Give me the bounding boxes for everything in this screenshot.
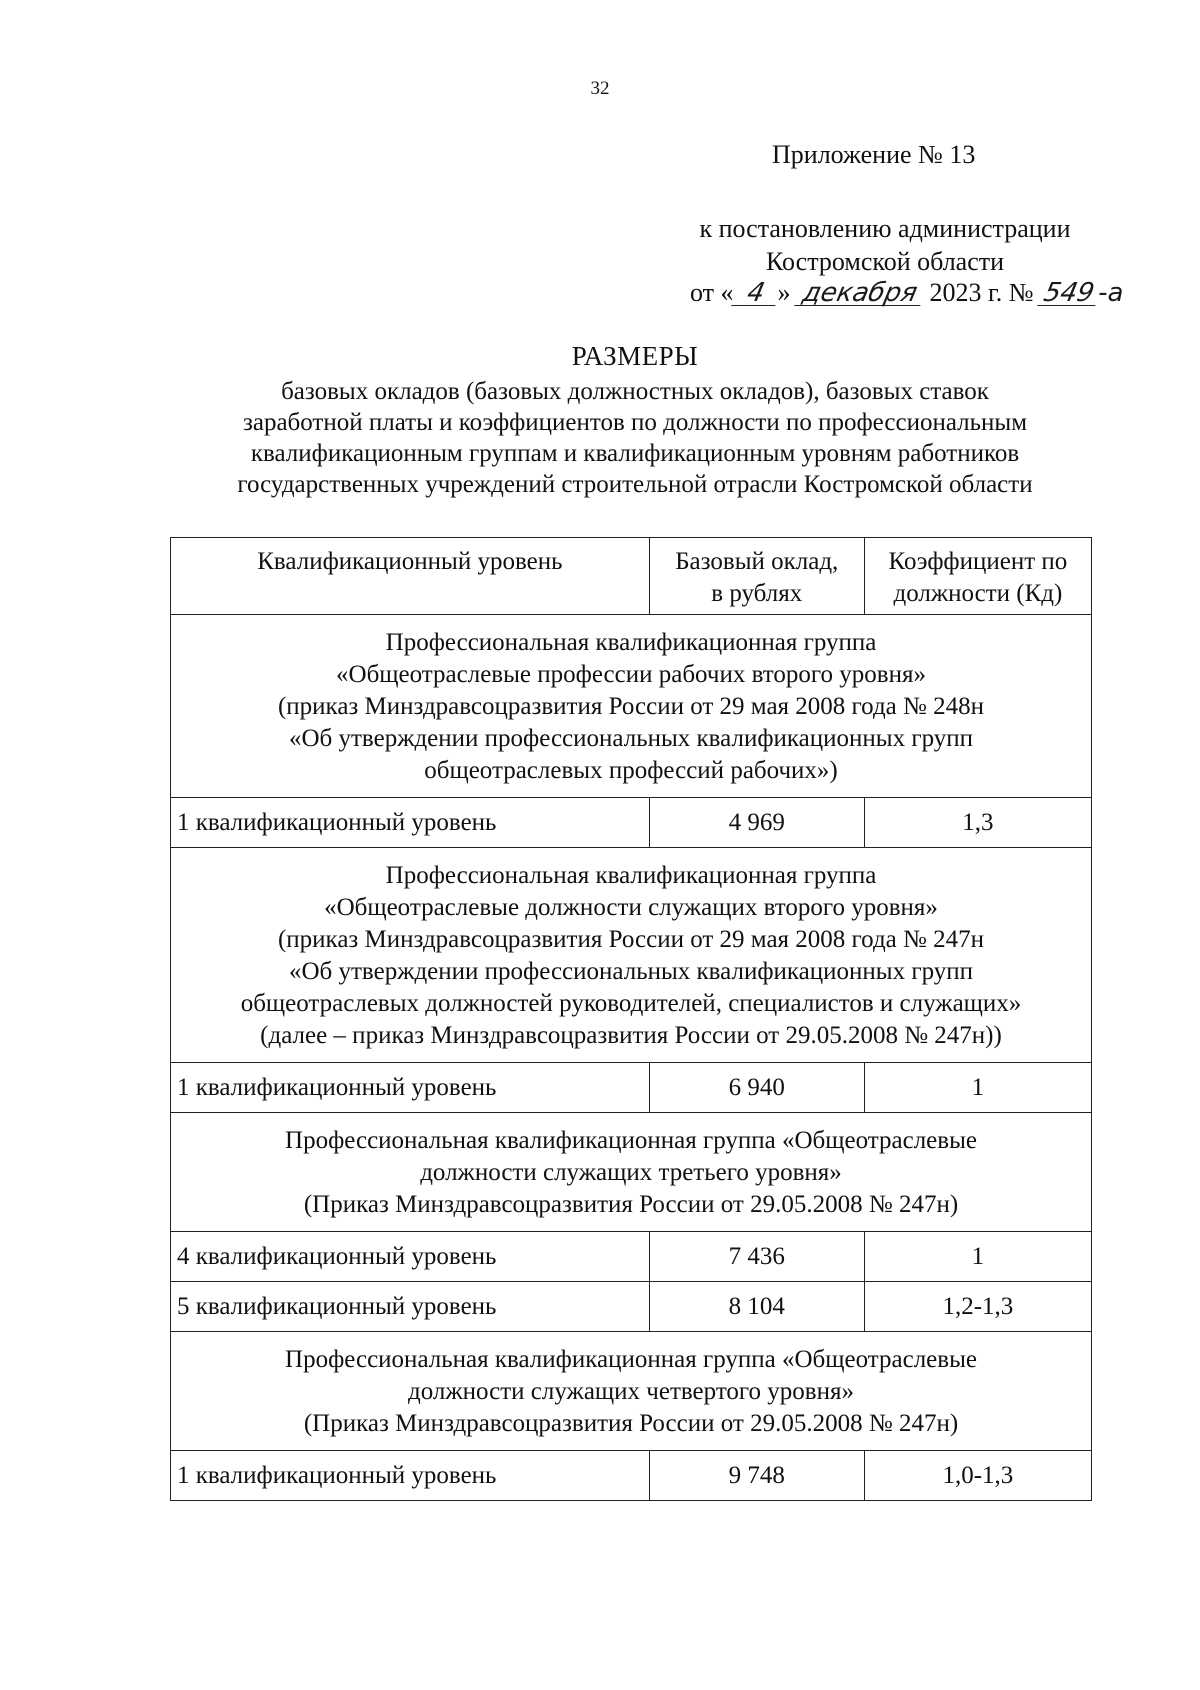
group-line: должности служащих четвертого уровня» [408,1378,854,1405]
group-line: (приказ Минздравсоцразвития России от 29 мая 2008 года № 248н [277,693,985,720]
base-salary-value: 8 104 [649,1282,864,1332]
group-line: должности служащих третьего уровня» [420,1159,842,1186]
header-base-salary [649,538,864,615]
appendix-title: Приложение № 13 [772,140,976,169]
table-row [171,1063,1092,1113]
group-header-row [171,1113,1092,1232]
subtitle-line: базовых окладов (базовых должностных окладов), базовых ставок [281,378,989,405]
level-name: 1 квалификационный уровень [171,1063,650,1113]
group-line: «Об утверждении профессиональных квалификационных групп [288,958,974,985]
base-salary-value: 6 940 [649,1063,864,1113]
group-line: общеотраслевых профессий рабочих») [424,757,838,784]
group-line: (Приказ Минздравсоцразвития России от 29.05.2008 № 247н) [303,1410,959,1437]
appendix-line-2: Костромской области [765,247,1005,276]
group-header-row [171,615,1092,798]
group-line: общеотраслевых должностей руководителей, специалистов и служащих» [240,990,1022,1017]
coefficient-value: 1,2-1,3 [864,1282,1091,1332]
coefficient-value: 1,3 [864,798,1091,848]
page-number: 32 [590,78,610,99]
level-name: 4 квалификационный уровень [171,1232,650,1282]
appendix-line-1: к постановлению администрации [699,214,1071,243]
header-coefficient-line: Коэффициент по [888,548,1068,575]
table-row [171,1232,1092,1282]
subtitle-line: квалификационным группам и квалификационным уровням работников [250,440,1020,467]
date-mid: » [777,278,791,307]
coefficient-value: 1 [864,1232,1091,1282]
salary-table [170,537,1092,1501]
appendix-reference [680,212,1090,278]
handwritten-number: 549 [1037,278,1101,308]
handwritten-month: декабря [794,278,926,308]
decree-date-line [690,278,1123,308]
base-salary-value: 9 748 [649,1451,864,1501]
header-coefficient-line: должности (Кд) [893,580,1063,607]
group-line: «Об утверждении профессиональных квалификационных групп [288,725,974,752]
level-name: 1 квалификационный уровень [171,798,650,848]
group-header-row [171,1332,1092,1451]
group-line: (далее – приказ Минздравсоцразвития России от 29.05.2008 № 247н)) [260,1022,1002,1049]
group-header-row [171,848,1092,1063]
level-name: 1 квалификационный уровень [171,1451,650,1501]
group-line: (приказ Минздравсоцразвития России от 29 мая 2008 года № 247н [277,926,985,953]
table-row [171,798,1092,848]
group-line: (Приказ Минздравсоцразвития России от 29.05.2008 № 247н) [303,1191,959,1218]
base-salary-value: 4 969 [649,798,864,848]
document-subtitle [170,376,1100,500]
table-row [171,1282,1092,1332]
year-text: 2023 г. № [929,278,1034,307]
coefficient-value: 1 [864,1063,1091,1113]
group-title [171,848,1092,1063]
handwritten-day: 4 [730,278,780,308]
header-base-salary-line: в рублях [711,580,803,607]
group-line: «Общеотраслевые должности служащих второго уровня» [324,894,938,921]
subtitle-line: государственных учреждений строительной отрасли Костромской области [237,471,1033,498]
group-title [171,1113,1092,1232]
group-line: Профессиональная квалификационная группа «Общеотраслевые [285,1346,977,1373]
base-salary-value: 7 436 [649,1232,864,1282]
group-title [171,1332,1092,1451]
group-line: Профессиональная квалификационная группа [385,862,877,889]
header-coefficient [864,538,1091,615]
subtitle-line: заработной платы и коэффициентов по должности по профессиональным [242,409,1028,436]
group-title [171,615,1092,798]
header-base-salary-line: Базовый оклад, [675,548,839,575]
coefficient-value: 1,0-1,3 [864,1451,1091,1501]
group-line: «Общеотраслевые профессии рабочих второго уровня» [336,661,926,688]
level-name: 5 квалификационный уровень [171,1282,650,1332]
header-qualification-level: Квалификационный уровень [171,538,650,615]
group-line: Профессиональная квалификационная группа «Общеотраслевые [285,1127,977,1154]
table-header-row [171,538,1092,615]
handwritten-number-suffix: -а [1098,278,1124,308]
date-prefix: от « [690,278,734,307]
document-title: РАЗМЕРЫ [571,341,699,371]
table-row [171,1451,1092,1501]
group-line: Профессиональная квалификационная группа [385,629,877,656]
